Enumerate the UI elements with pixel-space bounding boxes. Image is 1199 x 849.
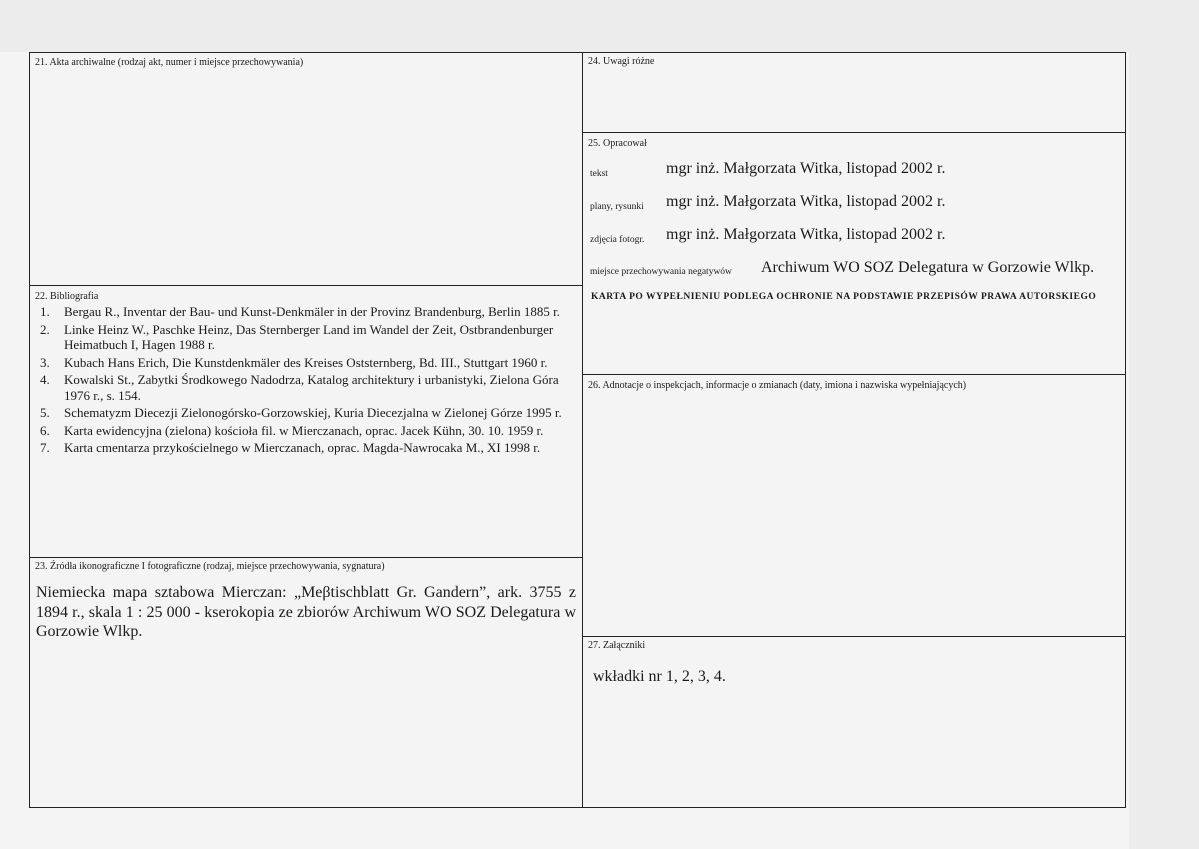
section-27-header: 27. Załączniki	[588, 640, 646, 651]
bibliography-item-text: Karta cmentarza przykościelnego w Mierczanach, oprac. Magda-Nawrocaka M., XI 1998 r.	[64, 440, 541, 455]
bibliography-list	[36, 304, 586, 458]
bibliography-item-text: Bergau R., Inventar der Bau- und Kunst-Denkmäler in der Provinz Brandenburg, Berlin 1885 r.	[64, 304, 560, 319]
section-27-attachments	[582, 636, 1126, 808]
bibliography-item-text: Karta ewidencyjna (zielona) kościoła fil. w Mierczanach, oprac. Jacek Kühn, 30. 10. 1959 r.	[64, 422, 544, 438]
copyright-note: KARTA PO WYPEŁNIENIU PODLEGA OCHRONIE NA PODSTAWIE PRZEPISÓW PRAWA AUTORSKIEGO	[591, 292, 1097, 302]
plany-value: mgr inż. Małgorzata Witka, listopad 2002 r.	[666, 193, 946, 210]
bibliography-item-number: 2.	[40, 321, 50, 337]
section-25-prepared-by	[582, 132, 1126, 375]
bibliography-item	[36, 440, 586, 456]
miejsce-value: Archiwum WO SOZ Delegatura w Gorzowie Wlkp.	[761, 259, 1095, 276]
plany-label: plany, rysunki	[590, 202, 644, 212]
bibliography-item-number: 4.	[40, 372, 50, 387]
bibliography-item	[36, 304, 586, 320]
zdjecia-value: mgr inż. Małgorzata Witka, listopad 2002 r.	[666, 226, 946, 243]
bibliography-item-number: 7.	[40, 440, 50, 455]
tekst-label: tekst	[590, 169, 608, 179]
section-22-header: 22. Bibliografia	[35, 291, 99, 302]
section-24-remarks	[582, 52, 1126, 133]
zdjecia-label: zdjęcia fotogr.	[590, 235, 645, 245]
scan-right-margin	[1129, 52, 1199, 849]
bibliography-item	[36, 355, 586, 371]
tekst-value: mgr inż. Małgorzata Witka, listopad 2002 r.	[666, 160, 946, 177]
section-21-header: 21. Akta archiwalne (rodzaj akt, numer i miejsce przechowywania)	[35, 57, 304, 68]
section-24-header: 24. Uwagi różne	[588, 56, 655, 67]
bibliography-item-number: 1.	[40, 304, 50, 319]
section-25-header: 25. Opracował	[588, 138, 647, 149]
bibliography-item-text: Schematyzm Diecezji Zielonogórsko-Gorzowskiej, Kuria Diecezjalna w Zielonej Górze 1995 r.	[64, 405, 562, 420]
bibliography-item	[36, 322, 586, 353]
section-26-annotations	[582, 374, 1126, 637]
bibliography-item-number: 5.	[40, 405, 50, 420]
section-23-text: Niemiecka mapa sztabowa Mierczan: „Meβtischblatt Gr. Gandern”, ark. 3755 z 1894 r., skala 1 : 25 000 - kserokopia ze zbiorów Archiwum WO SOZ Delegatura w Gorzowie Wlkp.	[36, 584, 576, 640]
section-26-header: 26. Adnotacje o inspekcjach, informacje o zmianach (daty, imiona i nazwiska wypełniających)	[588, 380, 967, 391]
section-23-iconographic-sources	[29, 557, 583, 808]
bibliography-item-number: 3.	[40, 354, 50, 370]
bibliography-item-text: Linke Heinz W., Paschke Heinz, Das Sternberger Land im Wandel der Zeit, Ostbrandenburger Heimatbuch I, Hagen 1988 r.	[64, 321, 554, 352]
section-27-text: wkładki nr 1, 2, 3, 4.	[593, 668, 726, 685]
section-23-header: 23. Źródła ikonograficzne I fotograficzne (rodzaj, miejsce przechowywania, sygnatura)	[35, 561, 385, 572]
bibliography-item-number: 6.	[40, 422, 50, 438]
bibliography-item	[36, 423, 586, 439]
bibliography-item-text: Kowalski St., Zabytki Środkowego Nadodrza, Katalog architektury i urbanistyki, Zielona Góra 1976 r., s. 154.	[64, 372, 559, 403]
bibliography-item	[36, 405, 586, 421]
section-21-archival-records	[29, 52, 583, 286]
scan-top-margin	[0, 0, 1199, 52]
section-22-bibliography	[29, 285, 583, 558]
miejsce-label: miejsce przechowywania negatywów	[590, 267, 732, 277]
bibliography-item-text: Kubach Hans Erich, Die Kunstdenkmäler des Kreises Oststernberg, Bd. III., Stuttgart 1960 r.	[64, 354, 548, 370]
bibliography-item	[36, 372, 586, 403]
